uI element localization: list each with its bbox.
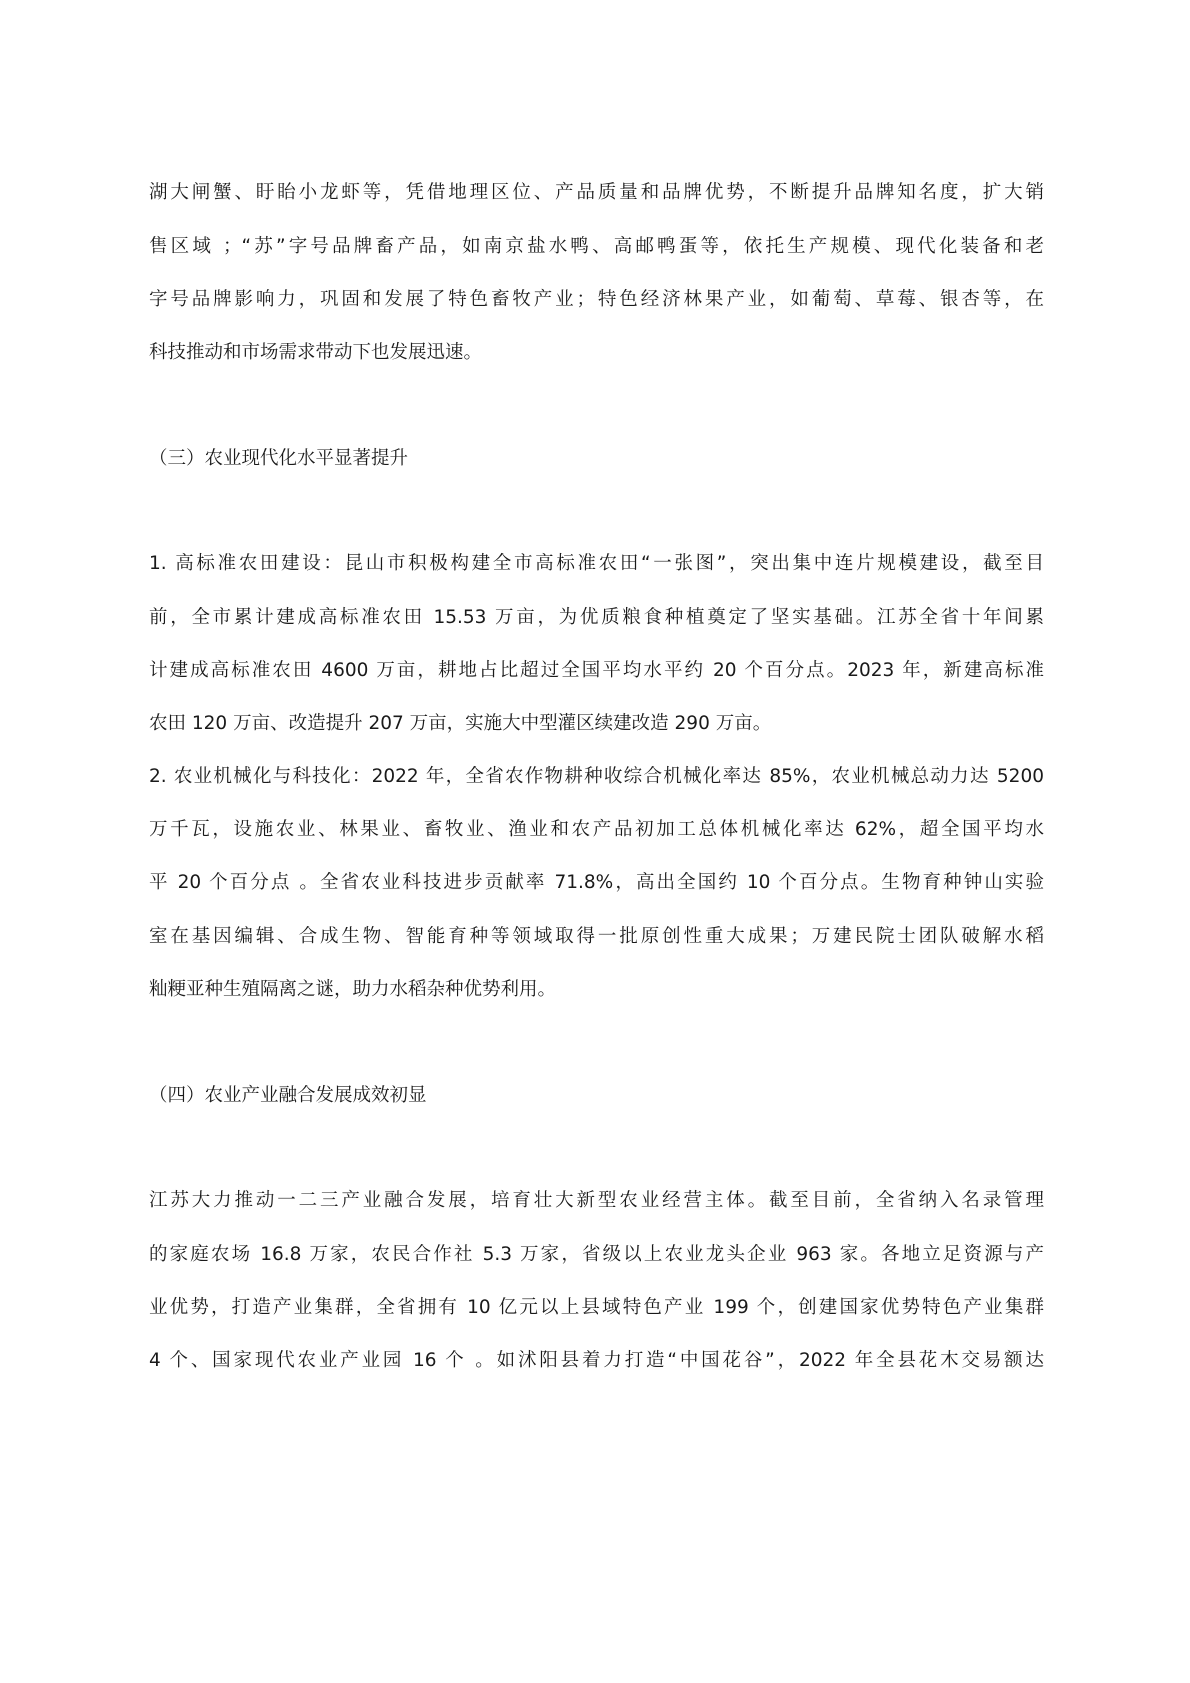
text-line: 业优势，打造产业集群，全省拥有 10 亿元以上县域特色产业 199 个，创建国家优势特色产业集群 (149, 1297, 1044, 1318)
text-line: 计建成高标准农田 4600 万亩，耕地占比超过全国平均水平约 20 个百分点。2023 年，新建高标准 (149, 660, 1044, 681)
text-line: 籼粳亚种生殖隔离之谜，助力水稻杂种优势利用。 (149, 979, 557, 1000)
text-line: 平 20 个百分点 。全省农业科技进步贡献率 71.8%，高出全国约 10 个百分点。生物育种钟山实验 (149, 872, 1044, 893)
text-line: 万千瓦，设施农业、林果业、畜牧业、渔业和农产品初加工总体机械化率达 62%，超全国平均水 (149, 819, 1044, 840)
section-heading-4: （四）农业产业融合发展成效初显 (149, 1085, 427, 1106)
text-line: 售区域 ；“苏”字号品牌畜产品，如南京盐水鸭、高邮鸭蛋等，依托生产规模、现代化装备和老 (149, 236, 1044, 257)
text-line: 1. 高标准农田建设：昆山市积极构建全市高标准农田“一张图”，突出集中连片规模建设，截至目 (149, 553, 1044, 574)
text-line: 2. 农业机械化与科技化：2022 年，全省农作物耕种收综合机械化率达 85%，农业机械总动力达 5200 (149, 766, 1044, 787)
text-line: 的家庭农场 16.8 万家，农民合作社 5.3 万家，省级以上农业龙头企业 963 家。各地立足资源与产 (149, 1244, 1044, 1265)
text-line: 科技推动和市场需求带动下也发展迅速。 (149, 342, 483, 363)
text-line: 室在基因编辑、合成生物、智能育种等领域取得一批原创性重大成果；万建民院士团队破解水稻 (149, 926, 1044, 947)
text-line: 前，全市累计建成高标准农田 15.53 万亩，为优质粮食种植奠定了坚实基础。江苏全省十年间累 (149, 607, 1044, 628)
text-line: 农田 120 万亩、改造提升 207 万亩，实施大中型灌区续建改造 290 万亩。 (149, 713, 772, 734)
section-heading-3: （三）农业现代化水平显著提升 (149, 448, 409, 469)
text-line: 4 个、国家现代农业产业园 16 个 。如沭阳县着力打造“中国花谷”，2022 年全县花木交易额达 (149, 1350, 1044, 1371)
text-line: 字号品牌影响力，巩固和发展了特色畜牧产业；特色经济林果产业，如葡萄、草莓、银杏等，在 (149, 289, 1044, 310)
text-line: 湖大闸蟹、盱眙小龙虾等，凭借地理区位、产品质量和品牌优势，不断提升品牌知名度，扩大销 (149, 182, 1044, 203)
text-line: 江苏大力推动一二三产业融合发展，培育壮大新型农业经营主体。截至目前，全省纳入名录管理 (149, 1190, 1044, 1211)
